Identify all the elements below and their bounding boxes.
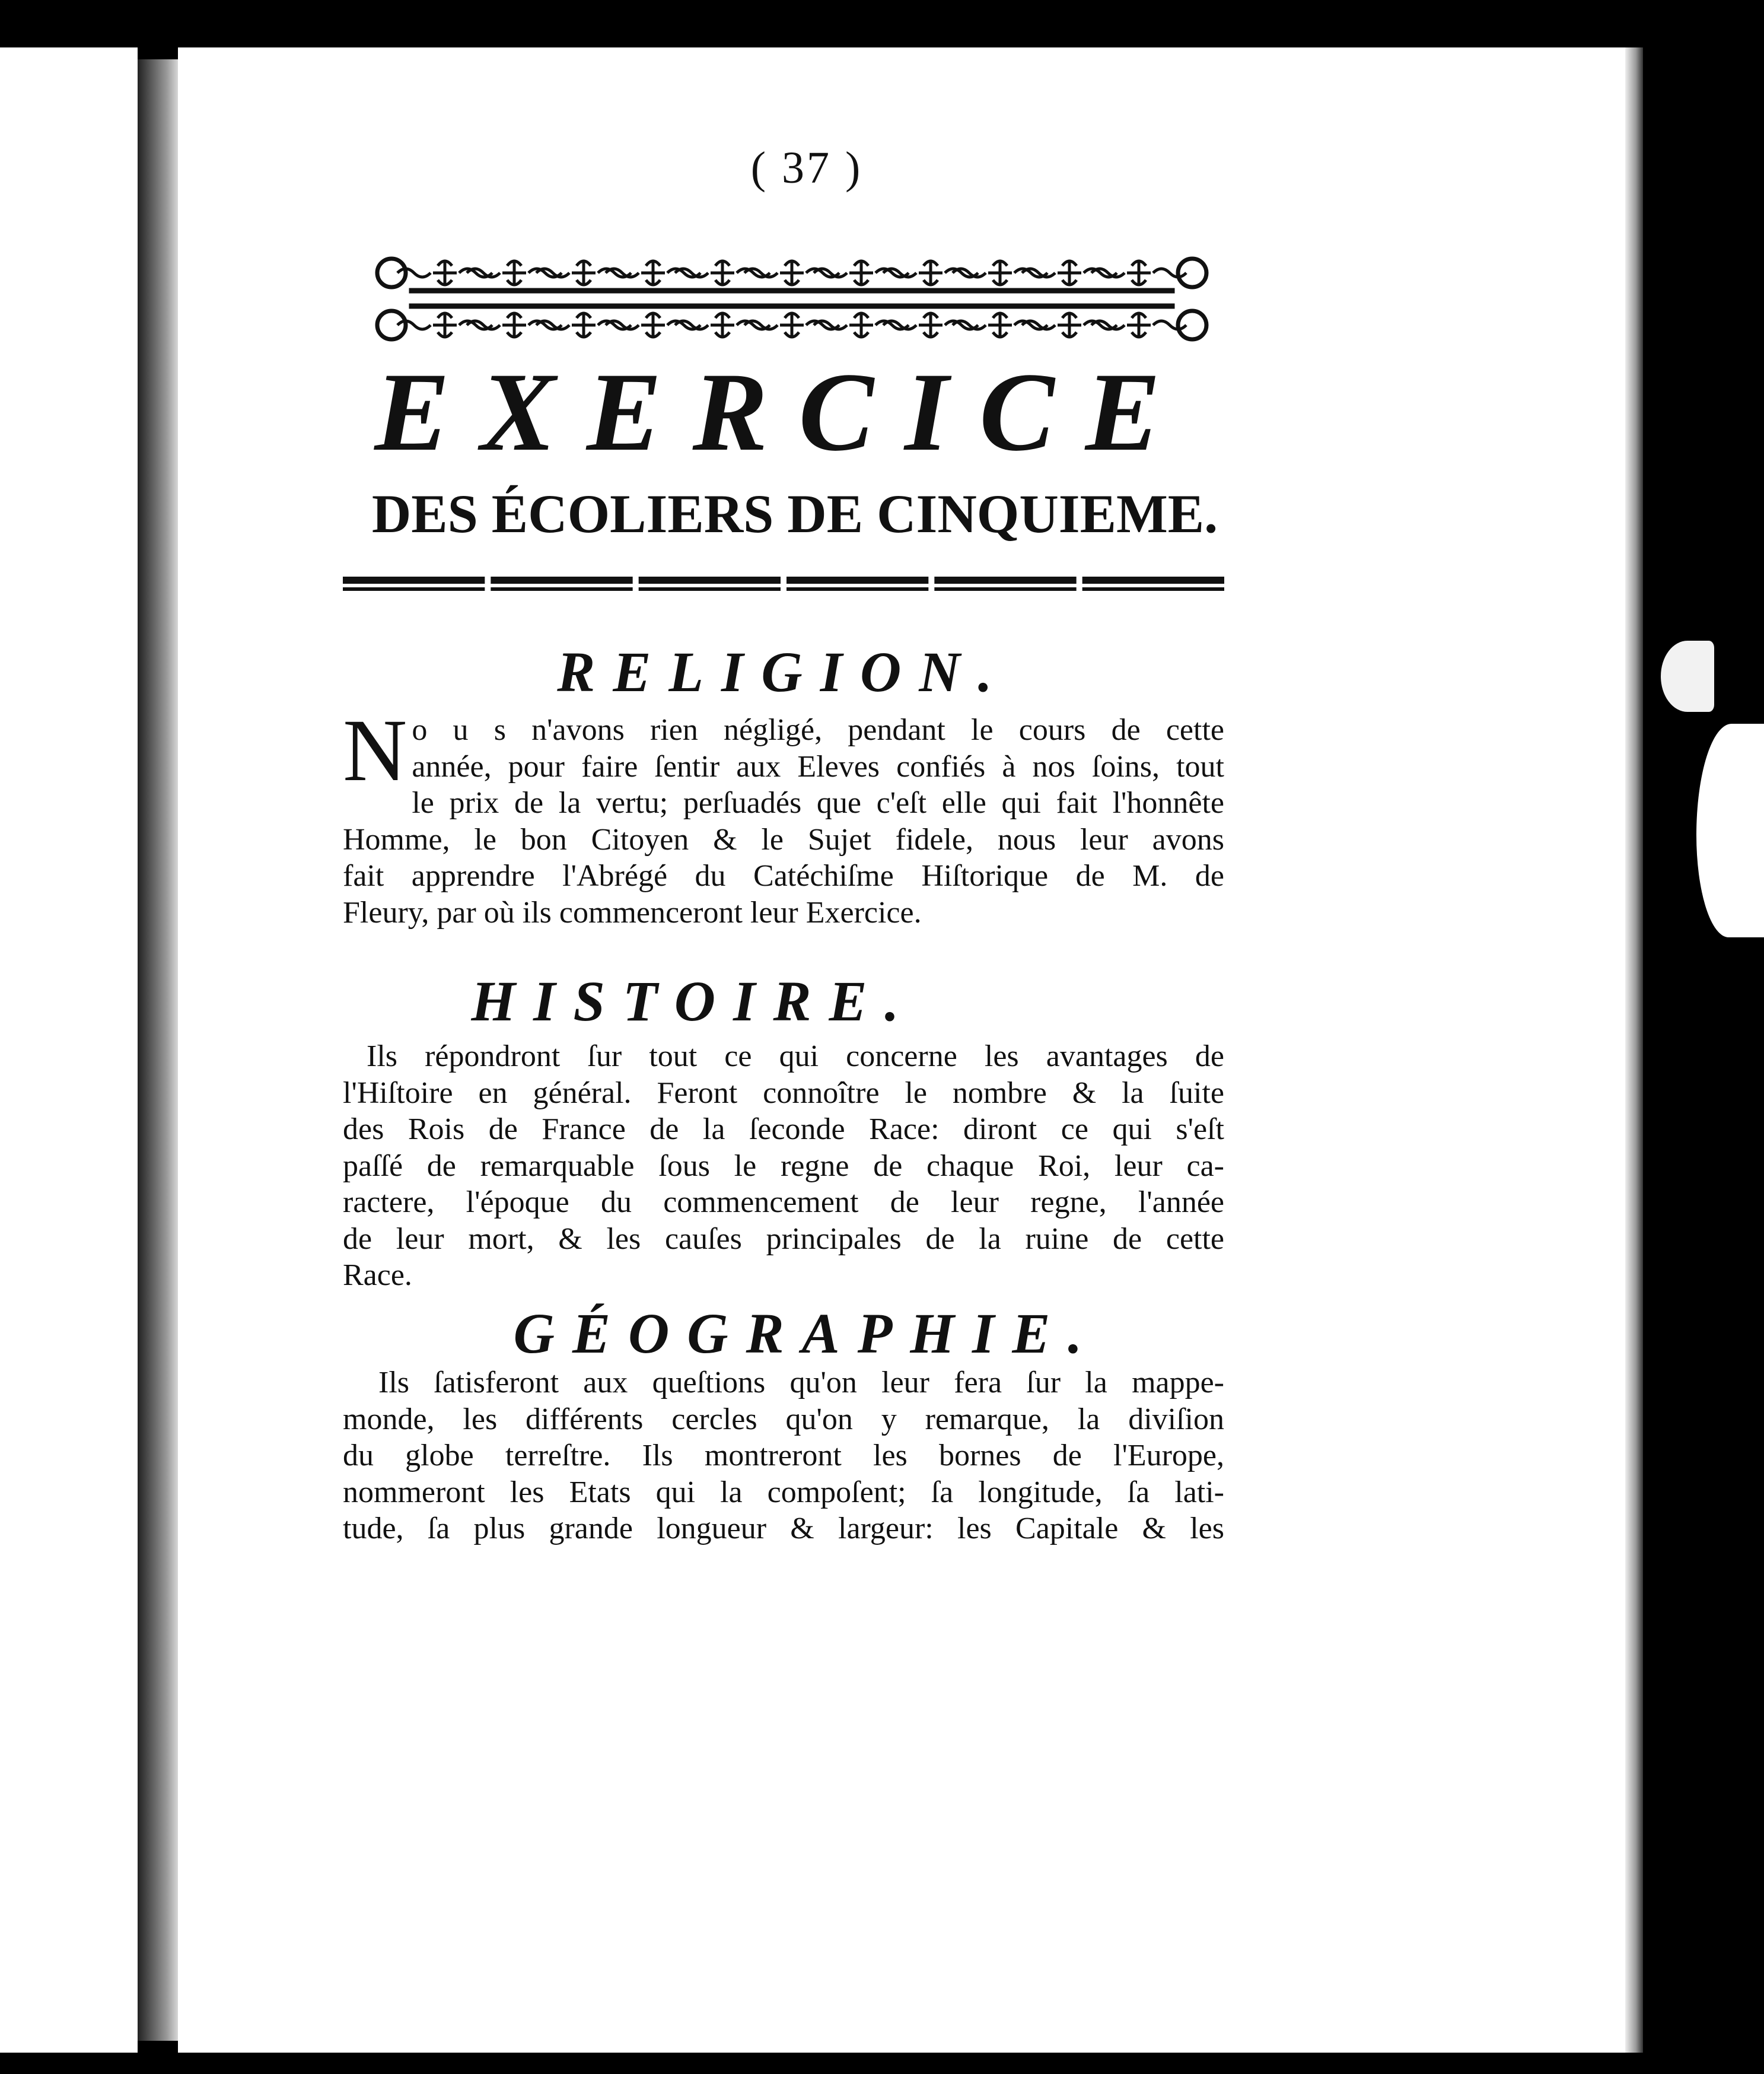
text-line: Homme, le bon Citoyen & le Sujet fidele, nous leur avons bbox=[343, 822, 1224, 857]
text-line: l'Hiſtoire en général. Feront connoître le nombre & la ſuite bbox=[343, 1076, 1224, 1110]
fleuron-ornament bbox=[953, 312, 1047, 338]
subtitle: DES ÉCOLIERS DE CINQUIEME. bbox=[371, 483, 1218, 544]
fleuron-ornament bbox=[1091, 312, 1186, 338]
fleuron-ornament bbox=[1091, 260, 1186, 286]
main-title: EXERCICE bbox=[374, 350, 1192, 475]
text-line: Race. bbox=[343, 1258, 412, 1292]
drop-capital: N bbox=[343, 701, 407, 800]
corner-scroll-ornament bbox=[377, 311, 406, 339]
fleuron-ornament bbox=[397, 312, 492, 338]
text-line: Ils ſatisferont aux queſtions qu'on leur fera ſur la mappe- bbox=[378, 1366, 1224, 1399]
ornamental-band bbox=[374, 249, 1210, 350]
fleuron-ornament bbox=[883, 260, 978, 286]
paragraph-histoire bbox=[343, 1038, 1224, 1294]
double-rule bbox=[343, 574, 1224, 598]
fleuron-ornament bbox=[467, 312, 562, 338]
rule-segment bbox=[343, 587, 485, 591]
fleuron-ornament bbox=[814, 312, 909, 338]
rule-segment bbox=[787, 587, 928, 591]
paragraph-religion bbox=[343, 701, 1224, 931]
page-damage bbox=[1661, 641, 1714, 712]
text-line: monde, les différents cercles qu'on y remarque, la diviſion bbox=[343, 1402, 1224, 1436]
fleuron-ornament bbox=[606, 312, 700, 338]
rule-segment bbox=[934, 587, 1076, 591]
page-tear bbox=[1696, 724, 1764, 937]
fleuron-ornament bbox=[536, 312, 631, 338]
rule-segment bbox=[491, 587, 632, 591]
corner-scroll-ornament bbox=[377, 259, 406, 287]
text-line: des Rois de France de la ſeconde Race: diront ce qui s'eſt bbox=[343, 1112, 1224, 1146]
fleuron-ornament bbox=[606, 260, 700, 286]
rule-segment bbox=[343, 577, 485, 584]
right-page-edge bbox=[1625, 47, 1643, 2053]
text-line: de leur mort, & les cauſes principales de la ruine de cette bbox=[343, 1222, 1224, 1256]
fleuron-ornament bbox=[675, 260, 770, 286]
fleuron-ornament bbox=[536, 260, 631, 286]
corner-scroll-ornament bbox=[1178, 259, 1206, 287]
fleuron-ornament bbox=[744, 260, 839, 286]
corner-scroll-ornament bbox=[1178, 311, 1206, 339]
text-line: fait apprendre l'Abrégé du Catéchiſme Hiſtorique de M. de bbox=[343, 859, 1224, 893]
left-page-edge bbox=[0, 47, 138, 2053]
text-line: tude, ſa plus grande longueur & largeur: les Capitale & les bbox=[343, 1512, 1224, 1545]
rule-segment bbox=[639, 577, 781, 584]
rule-segment bbox=[1082, 577, 1224, 584]
text-line: nommeront les Etats qui la compoſent; ſa longitude, ſa lati- bbox=[343, 1475, 1224, 1509]
rule-segment bbox=[787, 577, 928, 584]
fleuron-ornament bbox=[744, 312, 839, 338]
section-heading-religion: RELIGION. bbox=[557, 640, 1010, 704]
text-line: o u s n'avons rien négligé, pendant le cours de cette bbox=[412, 713, 1224, 747]
paragraph-geographie bbox=[343, 1364, 1224, 1547]
page-number: ( 37 ) bbox=[750, 143, 863, 193]
fleuron-ornament bbox=[814, 260, 909, 286]
fleuron-ornament bbox=[1022, 260, 1117, 286]
rule-segment bbox=[934, 577, 1076, 584]
fleuron-ornament bbox=[397, 260, 492, 286]
rule-segment bbox=[1082, 587, 1224, 591]
text-line: Ils répondront ſur tout ce qui concerne les avantages de bbox=[367, 1039, 1224, 1073]
section-heading-geographie: GÉOGRAPHIE. bbox=[513, 1302, 1100, 1365]
fleuron-ornament bbox=[467, 260, 562, 286]
book-gutter-shadow bbox=[138, 59, 179, 2041]
text-line: année, pour faire ſentir aux Eleves confiés à nos ſoins, tout bbox=[412, 749, 1224, 784]
text-line: le prix de la vertu; perſuadés que c'eſt elle qui fait l'honnête bbox=[412, 786, 1224, 820]
fleuron-ornament bbox=[953, 260, 1047, 286]
text-line: Fleury, par où ils commenceront leur Exercice. bbox=[343, 895, 922, 930]
fleuron-ornament bbox=[1022, 312, 1117, 338]
text-line: du globe terreſtre. Ils montreront les bornes de l'Europe, bbox=[343, 1439, 1224, 1472]
text-line: paſſé de remarquable ſous le regne de chaque Roi, leur ca- bbox=[343, 1149, 1224, 1183]
fleuron-ornament bbox=[675, 312, 770, 338]
text-line: ractere, l'époque du commencement de leur regne, l'année bbox=[343, 1185, 1224, 1219]
fleuron-ornament bbox=[883, 312, 978, 338]
rule-segment bbox=[639, 587, 781, 591]
rule-segment bbox=[491, 577, 632, 584]
section-heading-histoire: HISTOIRE. bbox=[471, 969, 917, 1033]
